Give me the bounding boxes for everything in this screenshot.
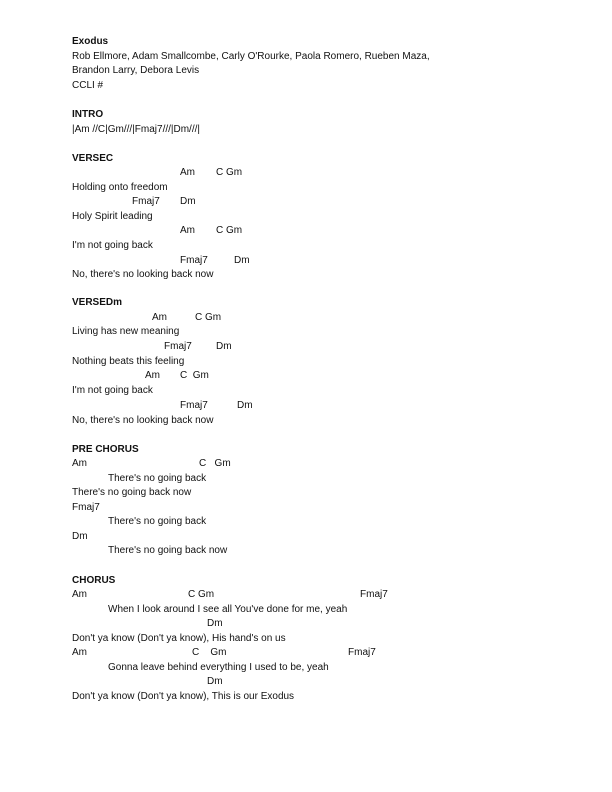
verse-dm-heading: VERSEDm <box>72 297 123 308</box>
chorus-chord: C Gm <box>192 647 227 658</box>
pre-chorus-chord: Am <box>72 458 87 469</box>
chorus-lyric: Don't ya know (Don't ya know), This is our Exodus <box>72 691 295 702</box>
chorus-chord: Dm <box>207 618 223 629</box>
authors-line-2: Brandon Larry, Debora Levis <box>72 65 200 76</box>
verse-c-chord: Dm <box>180 196 196 207</box>
verse-c-chord: Dm <box>234 255 250 266</box>
verse-dm-chord: C Gm <box>195 312 222 323</box>
verse-dm-lyric: Nothing beats this feeling <box>72 356 185 367</box>
verse-c-lyric: I'm not going back <box>72 240 153 251</box>
verse-c-lyric: Holding onto freedom <box>72 182 168 193</box>
chorus-chord: C Gm <box>188 589 215 600</box>
pre-chorus-lyric: There's no going back <box>108 516 207 527</box>
chorus-chord: Am <box>72 589 87 600</box>
verse-dm-lyric: I'm not going back <box>72 385 153 396</box>
verse-c-chord: C Gm <box>216 167 243 178</box>
chorus-chord: Dm <box>207 676 223 687</box>
chorus-lyric: When I look around I see all You've done for me, yeah <box>108 604 348 615</box>
pre-chorus-chord: Fmaj7 <box>72 502 100 513</box>
verse-dm-chord: C Gm <box>180 370 209 381</box>
chorus-lyric: Gonna leave behind everything I used to be, yeah <box>108 662 329 673</box>
verse-dm-chord: Fmaj7 <box>164 341 192 352</box>
pre-chorus-lyric: There's no going back now <box>72 487 192 498</box>
authors-line-1: Rob Ellmore, Adam Smallcombe, Carly O'Rourke, Paola Romero, Rueben Maza, <box>72 51 430 62</box>
verse-dm-chord: Am <box>145 370 160 381</box>
verse-c-chord: Am <box>180 225 195 236</box>
verse-dm-chord: Am <box>152 312 167 323</box>
pre-chorus-lyric: There's no going back <box>108 473 207 484</box>
verse-c-chord: Fmaj7 <box>180 255 208 266</box>
verse-c-chord: Fmaj7 <box>132 196 160 207</box>
chorus-heading: CHORUS <box>72 575 116 586</box>
chorus-lyric: Don't ya know (Don't ya know), His hand's on us <box>72 633 286 644</box>
song-title: Exodus <box>72 36 109 47</box>
pre-chorus-heading: PRE CHORUS <box>72 444 139 455</box>
verse-dm-chord: Dm <box>216 341 232 352</box>
verse-dm-chord: Fmaj7 <box>180 400 208 411</box>
intro-heading: INTRO <box>72 109 104 120</box>
verse-c-heading: VERSEC <box>72 153 114 164</box>
verse-dm-chord: Dm <box>237 400 253 411</box>
verse-c-chord: Am <box>180 167 195 178</box>
verse-c-chord: C Gm <box>216 225 243 236</box>
chorus-chord: Am <box>72 647 87 658</box>
chorus-chord: Fmaj7 <box>348 647 376 658</box>
chorus-chord: Fmaj7 <box>360 589 388 600</box>
pre-chorus-chord: Dm <box>72 531 88 542</box>
verse-c-lyric: No, there's no looking back now <box>72 269 214 280</box>
verse-dm-lyric: Living has new meaning <box>72 326 180 337</box>
ccli-number: CCLI # <box>72 80 104 91</box>
pre-chorus-lyric: There's no going back now <box>108 545 228 556</box>
verse-dm-lyric: No, there's no looking back now <box>72 415 214 426</box>
verse-c-lyric: Holy Spirit leading <box>72 211 153 222</box>
intro-chords: |Am //C|Gm///|Fmaj7///|Dm///| <box>72 124 200 135</box>
pre-chorus-chord: C Gm <box>199 458 231 469</box>
